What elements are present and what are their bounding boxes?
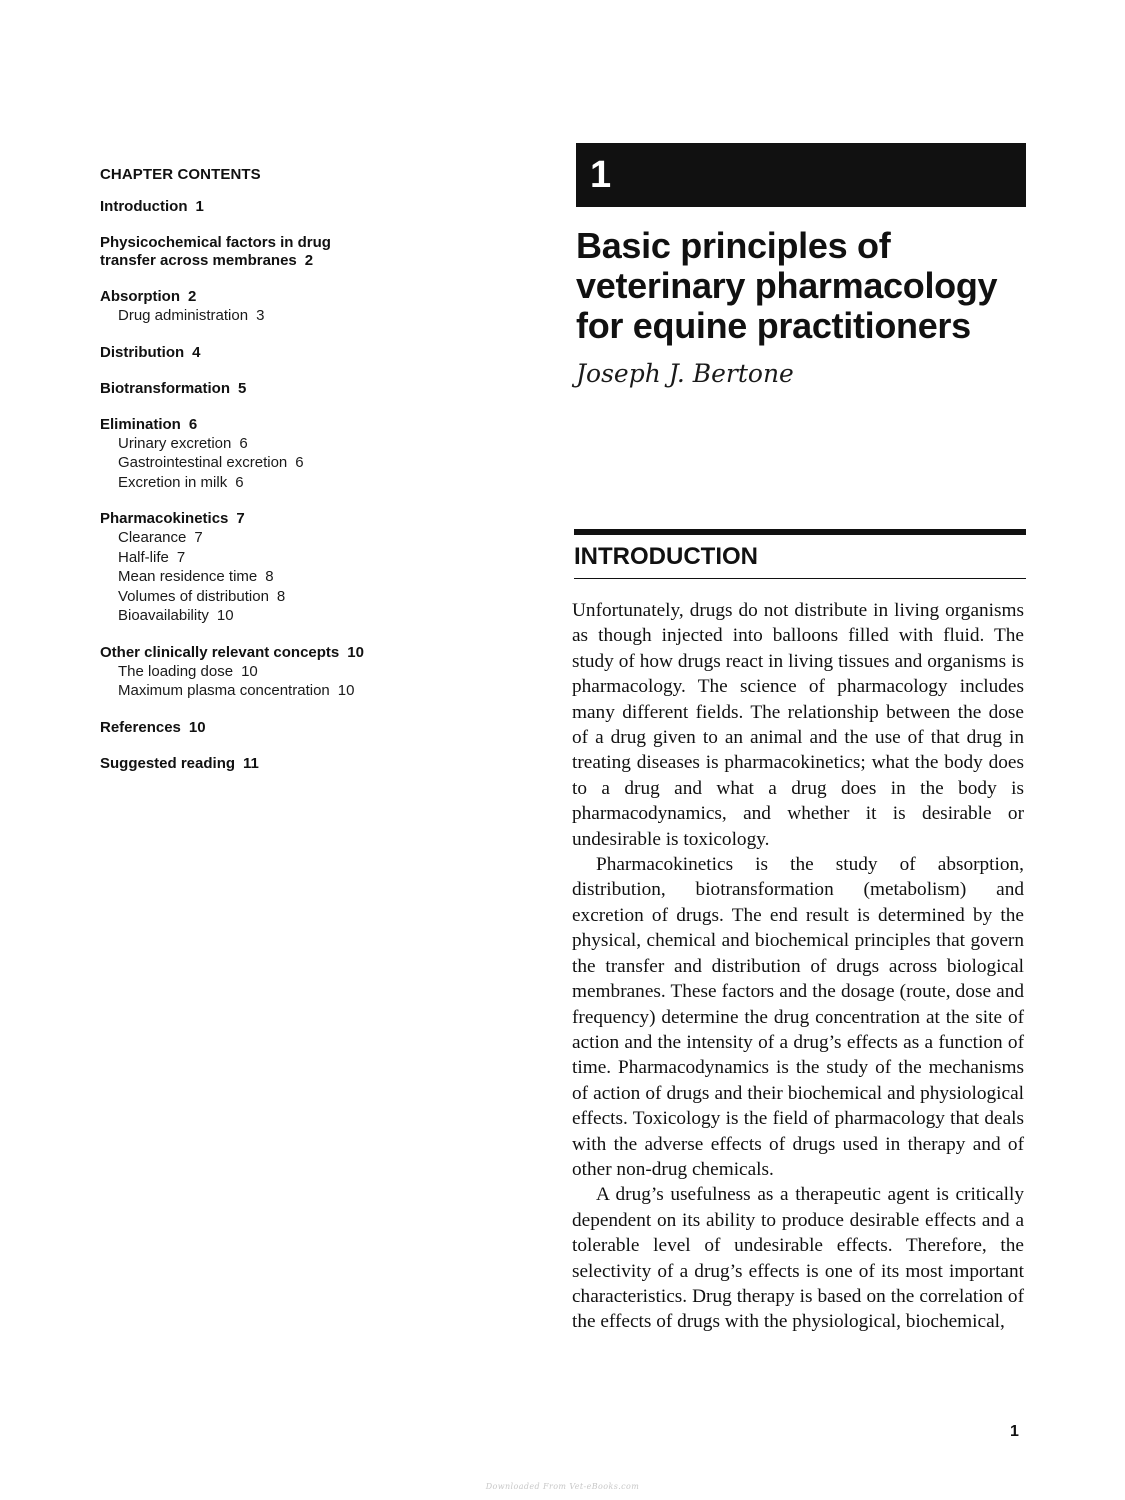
toc-subentry-page: 7: [194, 529, 203, 546]
toc-entry[interactable]: [100, 234, 520, 270]
toc-list: [100, 198, 520, 773]
toc-subentry-page: 6: [239, 434, 248, 452]
toc-entry-label: Elimination 6: [100, 415, 198, 433]
toc-entry-label: Absorption 2: [100, 288, 197, 305]
chapter-contents-heading: CHAPTER CONTENTS: [100, 166, 261, 183]
toc-subentry[interactable]: [100, 587, 520, 607]
toc-subentry[interactable]: [100, 306, 520, 326]
toc-subentry[interactable]: [100, 681, 520, 701]
toc-section: [100, 380, 520, 398]
toc-subentry-label: Gastrointestinal excretion: [118, 454, 288, 471]
body-paragraph: Pharmacokinetics is the study of absorption, distribution, biotransformation (metabolism) and excretion of drugs. The end result is determined by the physical, chemical and biochemical principles that govern the transfer and distribution of drugs across biological membranes. These factors and the dosage (route, dose and frequency) determine the drug concentration at the site of action and the intensity of a drug’s effects as a function of time. Pharmacodynamics is the study of the mechanisms of action of drugs and their biochemical and physiological effects. Toxicology is the field of pharmacology that deals with the adverse effects of drugs used in therapy and of other non-drug chemicals.: [572, 854, 1024, 1180]
body-paragraph: A drug’s usefulness as a therapeutic agent is critically dependent on its ability to produce desirable effects and a tolerable level of undesirable effects. Therefore, the selectivity of a drug’s effects is one of its most important characteristics. Drug therapy is based on the correlation of the effects of drugs with the physiological, biochemical,: [572, 1184, 1024, 1333]
toc-section: [100, 755, 520, 773]
toc-subentry[interactable]: [100, 434, 520, 454]
body-paragraph: Unfortunately, drugs do not distribute in living organisms as though injected into balloons filled with fluid. The study of how drugs react in living tissues and organisms is pharmacology. The science of pharmacology includes many different fields. The relationship between the dose of a drug given to an animal and the use of that drug in treating diseases is pharmacokinetics; what the body does to a drug and what a drug does in the body is pharmacodynamics, and whether it is desirable or undesirable is toxicology.: [572, 600, 1024, 850]
toc-section: [100, 510, 520, 626]
toc-subentry[interactable]: [100, 453, 520, 473]
toc-entry-label: Introduction 1: [100, 198, 204, 215]
toc-section: [100, 234, 520, 270]
chapter-number-box: [576, 143, 1026, 207]
toc-entry[interactable]: [100, 380, 520, 398]
toc-subentry-label: Excretion in milk: [118, 473, 228, 491]
chapter-number: 1: [590, 154, 612, 196]
chapter-title-line: Basic principles of: [576, 225, 891, 266]
chapter-contents: [100, 165, 520, 791]
toc-entry-label: Distribution 4: [100, 343, 201, 361]
toc-entry-label: Pharmacokinetics 7: [100, 510, 245, 527]
section-rule-thin: [574, 578, 1026, 579]
toc-subentry-label: Drug administration: [118, 307, 249, 324]
toc-subentry-label: Maximum plasma concentration: [118, 682, 330, 699]
toc-section: [100, 288, 520, 326]
section-rule-thick: [574, 529, 1026, 535]
toc-subentry-label: Bioavailability: [118, 607, 209, 624]
toc-entry-label: Physicochemical factors in drug: [100, 234, 331, 251]
toc-subentry-page: 3: [256, 307, 265, 324]
toc-subentry-label: Clearance: [118, 529, 187, 546]
body-text: [572, 598, 1024, 1335]
toc-section: [100, 198, 520, 216]
toc-entry-page: 4: [192, 343, 201, 361]
toc-entry[interactable]: [100, 288, 520, 306]
toc-subentry[interactable]: [100, 567, 520, 587]
toc-entry[interactable]: [100, 510, 520, 528]
toc-entry-page: 11: [243, 754, 259, 772]
toc-subentry-label: The loading dose: [118, 662, 234, 680]
toc-subentry[interactable]: [100, 606, 520, 626]
toc-entry-page: 2: [304, 252, 314, 269]
download-watermark: Downloaded From Vet-eBooks.com: [485, 1482, 640, 1491]
chapter-title: [576, 226, 1046, 346]
toc-section: [100, 719, 520, 737]
toc-subentry-label: Mean residence time: [118, 568, 258, 585]
toc-entry[interactable]: [100, 644, 520, 662]
toc-subentry[interactable]: [100, 528, 520, 548]
toc-entry-page: 5: [238, 379, 247, 397]
toc-entry-page: 10: [347, 643, 364, 661]
toc-subentry-page: 6: [235, 473, 244, 491]
toc-subentry-page: 8: [265, 568, 274, 585]
toc-subentry-page: 10: [241, 662, 258, 680]
chapter-title-line: veterinary pharmacology: [576, 265, 998, 306]
toc-subentry[interactable]: [100, 548, 520, 568]
toc-subentry[interactable]: [100, 662, 520, 682]
toc-entry[interactable]: [100, 719, 520, 737]
toc-entry-page: 6: [188, 415, 198, 433]
toc-subentry-label: Volumes of distribution: [118, 587, 269, 605]
toc-subentry-label: Half-life: [118, 548, 169, 566]
toc-entry[interactable]: [100, 344, 520, 362]
toc-entry-page: 10: [188, 718, 206, 736]
toc-entry[interactable]: [100, 416, 520, 434]
toc-entry-page: 1: [195, 198, 204, 215]
toc-subentry-page: 6: [295, 454, 304, 471]
toc-subentry[interactable]: [100, 473, 520, 493]
section-heading: INTRODUCTION: [574, 543, 758, 570]
toc-entry-label: References 10: [100, 718, 206, 736]
toc-section: [100, 644, 520, 701]
toc-subentry-page: 10: [337, 682, 355, 699]
toc-entry-page: 7: [236, 510, 245, 527]
toc-entry-page: 2: [188, 288, 197, 305]
toc-section: [100, 416, 520, 493]
toc-subentry-page: 8: [276, 587, 286, 605]
toc-subentry-page: 10: [216, 607, 234, 624]
toc-section: [100, 344, 520, 362]
toc-entry-label: Biotransformation 5: [100, 379, 247, 397]
chapter-title-line: for equine practitioners: [576, 305, 971, 346]
page-number: 1: [1010, 1423, 1019, 1440]
toc-entry[interactable]: [100, 755, 520, 773]
toc-entry-label: Suggested reading 11: [100, 754, 259, 772]
toc-subentry-page: 7: [176, 548, 186, 566]
chapter-author: Joseph J. Bertone: [576, 359, 794, 388]
toc-entry-label: transfer across membranes 2: [100, 252, 314, 269]
toc-entry[interactable]: [100, 198, 520, 216]
toc-entry-label: Other clinically relevant concepts 10: [100, 643, 364, 661]
toc-subentry-label: Urinary excretion: [118, 434, 232, 452]
